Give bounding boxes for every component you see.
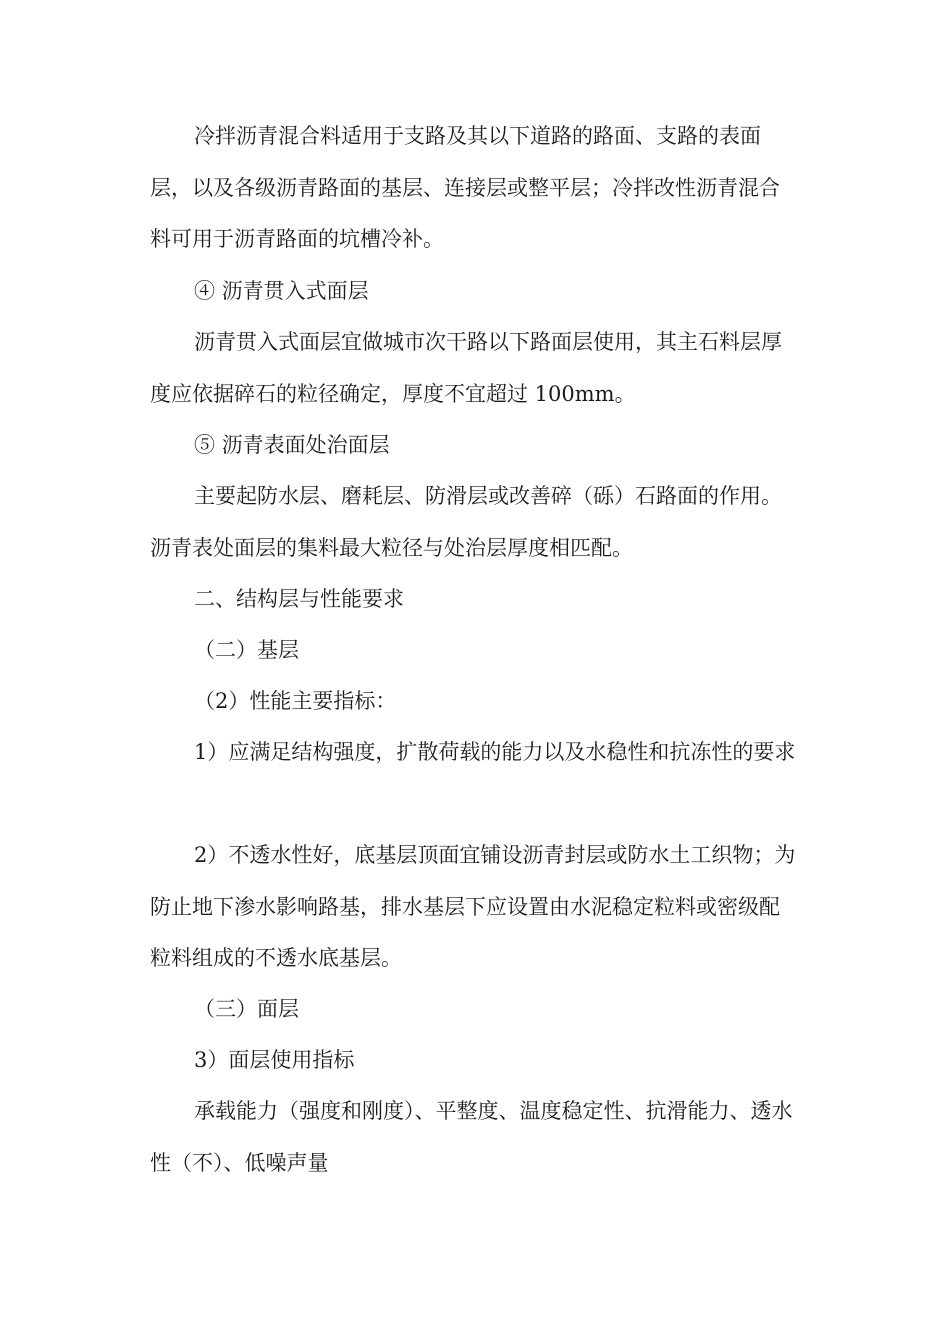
paragraph-penetration-surface: 沥青贯入式面层宜做城市次干路以下路面层使用，其主石料层厚度应依据碎石的粒径确定，厚度不宜超过 100mm。 [150, 330, 782, 406]
list-item-2: 2）不透水性好，底基层顶面宜铺设沥青封层或防水土工织物；为防止地下渗水影响路基，排水基层下应设置由水泥稳定粒料或密级配粒料组成的不透水底基层。 [150, 843, 796, 970]
subsection-heading-base: （二）基层 [194, 638, 299, 662]
subheading-surface-indices: 3）面层使用指标 [194, 1048, 355, 1072]
heading-penetration-surface: ④ 沥青贯入式面层 [194, 279, 369, 303]
section-heading-structure: 二、结构层与性能要求 [194, 587, 404, 611]
paragraph-cold-mix: 冷拌沥青混合料适用于支路及其以下道路的路面、支路的表面层，以及各级沥青路面的基层、连接层或整平层；冷拌改性沥青混合料可用于沥青路面的坑槽冷补。 [150, 124, 780, 251]
subheading-performance: （2）性能主要指标： [194, 689, 397, 713]
subsection-heading-surface: （三）面层 [194, 997, 299, 1021]
list-item-1: 1）应满足结构强度，扩散荷载的能力以及水稳性和抗冻性的要求 [194, 740, 796, 764]
heading-surface-treatment: ⑤ 沥青表面处治面层 [194, 433, 390, 457]
paragraph-surface-indices: 承载能力（强度和刚度）、平整度、温度稳定性、抗滑能力、透水性（不）、低噪声量 [150, 1099, 793, 1175]
paragraph-surface-treatment: 主要起防水层、磨耗层、防滑层或改善碎（砾）石路面的作用。沥青表处面层的集料最大粒径与处治层厚度相匹配。 [150, 484, 782, 560]
